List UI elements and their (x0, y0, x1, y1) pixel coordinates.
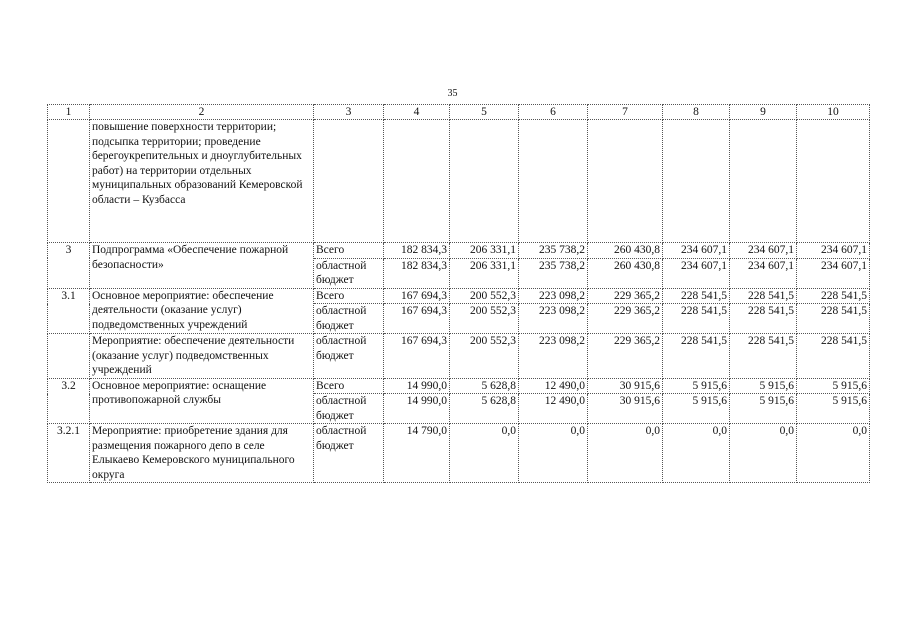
amount-cell: 5 915,6 (730, 394, 797, 424)
amount-cell: 229 365,2 (588, 334, 663, 379)
header-cell-6: 6 (519, 105, 588, 120)
continuation-num-cell (48, 120, 90, 243)
amount-cell: 260 430,8 (588, 243, 663, 259)
amount-cell: 200 552,3 (450, 288, 519, 304)
funding-source-cell: Всего (314, 288, 384, 304)
amount-cell: 234 607,1 (730, 243, 797, 259)
amount-cell: 30 915,6 (588, 394, 663, 424)
funding-source-cell: областной бюджет (314, 304, 384, 334)
amount-cell: 0,0 (450, 424, 519, 483)
amount-cell: 12 490,0 (519, 394, 588, 424)
amount-cell: 234 607,1 (797, 258, 870, 288)
amount-cell: 234 607,1 (663, 243, 730, 259)
amount-cell: 5 915,6 (797, 394, 870, 424)
row-number-cell: 3.1 (48, 288, 90, 334)
header-cell-1: 1 (48, 105, 90, 120)
empty-cell (450, 120, 519, 243)
amount-cell: 228 541,5 (730, 288, 797, 304)
row-number-cell: 3.2.1 (48, 424, 90, 483)
header-cell-9: 9 (730, 105, 797, 120)
amount-cell: 223 098,2 (519, 334, 588, 379)
amount-cell: 14 790,0 (384, 424, 450, 483)
amount-cell: 5 915,6 (663, 378, 730, 394)
amount-cell: 235 738,2 (519, 258, 588, 288)
table-row (48, 378, 870, 394)
amount-cell: 182 834,3 (384, 243, 450, 259)
row-name-cell: Основное мероприятие: оснащение противопожарной службы (90, 378, 314, 424)
amount-cell: 228 541,5 (797, 334, 870, 379)
header-row (48, 105, 870, 120)
amount-cell: 167 694,3 (384, 334, 450, 379)
continuation-text: повышение поверхности территории; подсыпка территории; проведение берегоукрепительных и дноуглубительных работ) на территории отдельных муниципальных образований Кемеровской области – Кузбасса (90, 120, 314, 243)
amount-cell: 260 430,8 (588, 258, 663, 288)
amount-cell: 0,0 (519, 424, 588, 483)
amount-cell: 0,0 (663, 424, 730, 483)
amount-cell: 234 607,1 (663, 258, 730, 288)
amount-cell: 228 541,5 (730, 304, 797, 334)
amount-cell: 206 331,1 (450, 243, 519, 259)
budget-table (47, 104, 870, 483)
header-cell-10: 10 (797, 105, 870, 120)
empty-cell (519, 120, 588, 243)
empty-cell (663, 120, 730, 243)
amount-cell: 5 915,6 (797, 378, 870, 394)
header-cell-7: 7 (588, 105, 663, 120)
amount-cell: 206 331,1 (450, 258, 519, 288)
amount-cell: 229 365,2 (588, 288, 663, 304)
funding-source-cell: областной бюджет (314, 334, 384, 379)
amount-cell: 14 990,0 (384, 378, 450, 394)
amount-cell: 5 628,8 (450, 394, 519, 424)
amount-cell: 182 834,3 (384, 258, 450, 288)
amount-cell: 234 607,1 (730, 258, 797, 288)
amount-cell: 234 607,1 (797, 243, 870, 259)
amount-cell: 5 915,6 (663, 394, 730, 424)
amount-cell: 5 628,8 (450, 378, 519, 394)
amount-cell: 228 541,5 (663, 288, 730, 304)
amount-cell: 0,0 (730, 424, 797, 483)
amount-cell: 200 552,3 (450, 304, 519, 334)
funding-source-cell: областной бюджет (314, 424, 384, 483)
amount-cell: 228 541,5 (730, 334, 797, 379)
funding-source-cell: Всего (314, 243, 384, 259)
amount-cell: 228 541,5 (797, 304, 870, 334)
empty-cell (384, 120, 450, 243)
header-cell-4: 4 (384, 105, 450, 120)
page-number: 35 (447, 88, 458, 99)
table-row (48, 334, 870, 379)
header-cell-3: 3 (314, 105, 384, 120)
amount-cell: 228 541,5 (797, 288, 870, 304)
continuation-row (48, 120, 870, 243)
empty-cell (730, 120, 797, 243)
amount-cell: 167 694,3 (384, 304, 450, 334)
amount-cell: 223 098,2 (519, 288, 588, 304)
amount-cell: 12 490,0 (519, 378, 588, 394)
amount-cell: 30 915,6 (588, 378, 663, 394)
amount-cell: 14 990,0 (384, 394, 450, 424)
row-number-cell: 3.2 (48, 378, 90, 424)
amount-cell: 0,0 (797, 424, 870, 483)
header-cell-8: 8 (663, 105, 730, 120)
empty-cell (797, 120, 870, 243)
amount-cell: 229 365,2 (588, 304, 663, 334)
row-number-cell: 3 (48, 243, 90, 289)
amount-cell: 228 541,5 (663, 304, 730, 334)
funding-source-cell: областной бюджет (314, 258, 384, 288)
table-row (48, 243, 870, 259)
amount-cell: 0,0 (588, 424, 663, 483)
amount-cell: 200 552,3 (450, 334, 519, 379)
amount-cell: 223 098,2 (519, 304, 588, 334)
empty-cell (588, 120, 663, 243)
amount-cell: 167 694,3 (384, 288, 450, 304)
empty-cell (314, 120, 384, 243)
header-cell-2: 2 (90, 105, 314, 120)
row-number-cell (48, 334, 90, 379)
amount-cell: 5 915,6 (730, 378, 797, 394)
amount-cell: 228 541,5 (663, 334, 730, 379)
table-row (48, 288, 870, 304)
row-name-cell: Подпрограмма «Обеспечение пожарной безопасности» (90, 243, 314, 289)
funding-source-cell: Всего (314, 378, 384, 394)
funding-source-cell: областной бюджет (314, 394, 384, 424)
row-name-cell: Основное мероприятие: обеспечение деятельности (оказание услуг) подведомственных учреждений (90, 288, 314, 334)
table-row (48, 424, 870, 483)
amount-cell: 235 738,2 (519, 243, 588, 259)
row-name-cell: Мероприятие: приобретение здания для размещения пожарного депо в селе Елыкаево Кемеровского муниципального округа (90, 424, 314, 483)
row-name-cell: Мероприятие: обеспечение деятельности (оказание услуг) подведомственных учреждений (90, 334, 314, 379)
header-cell-5: 5 (450, 105, 519, 120)
